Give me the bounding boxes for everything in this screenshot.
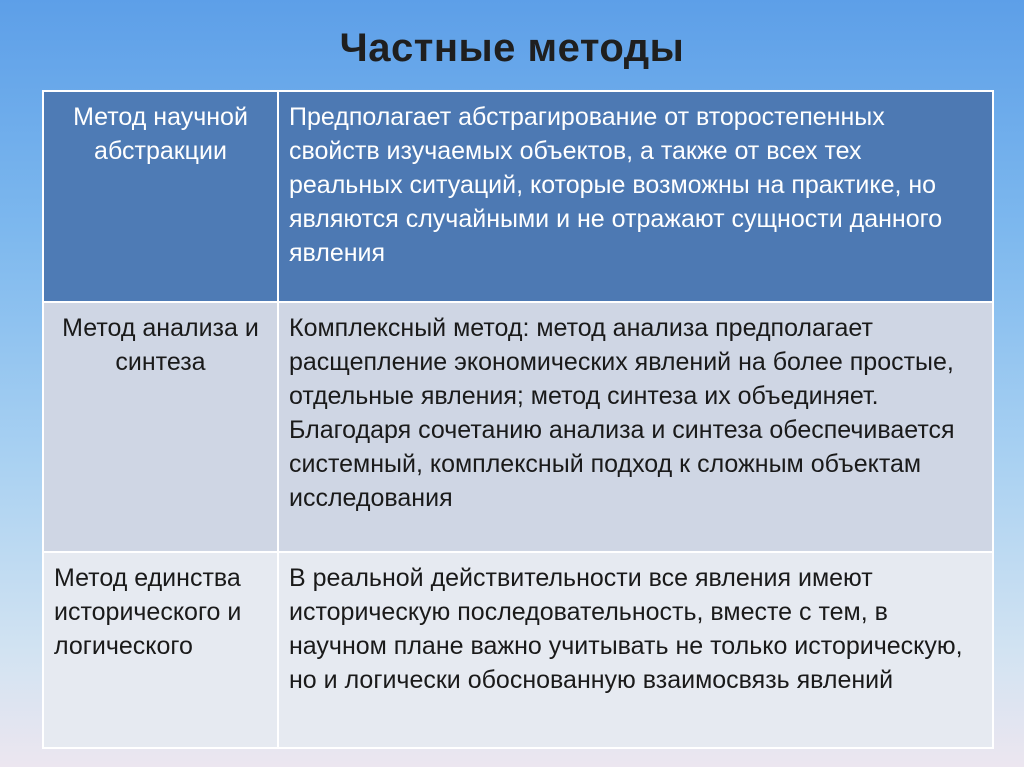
table-row: [43, 91, 993, 302]
method-name-cell: Метод анализа и синтеза: [43, 302, 278, 552]
method-name-cell: Метод единства исторического и логического: [43, 552, 278, 748]
methods-table: [42, 90, 994, 749]
table-row: [43, 302, 993, 552]
method-name-cell: Метод научной абстракции: [43, 91, 278, 302]
method-description-cell: Предполагает абстрагирование от второстепенных свойств изучаемых объектов, а также от всех тех реальных ситуаций, которые возможны на практике, но являются случайными и не отражают сущности данного явления: [278, 91, 993, 302]
slide-title: Частные методы: [339, 26, 685, 70]
method-description-cell: Комплексный метод: метод анализа предполагает расщепление экономических явлений на более простые, отдельные явления; метод синтеза их объединяет. Благодаря сочетанию анализа и синтеза обеспечивается системный, комплексный подход к сложным объектам исследования: [278, 302, 993, 552]
table-row: [43, 552, 993, 748]
method-description-cell: В реальной действительности все явления имеют историческую последовательность, вместе с тем, в научном плане важно учитывать не только историческую, но и логически обоснованную взаимосвязь явлений: [278, 552, 993, 748]
